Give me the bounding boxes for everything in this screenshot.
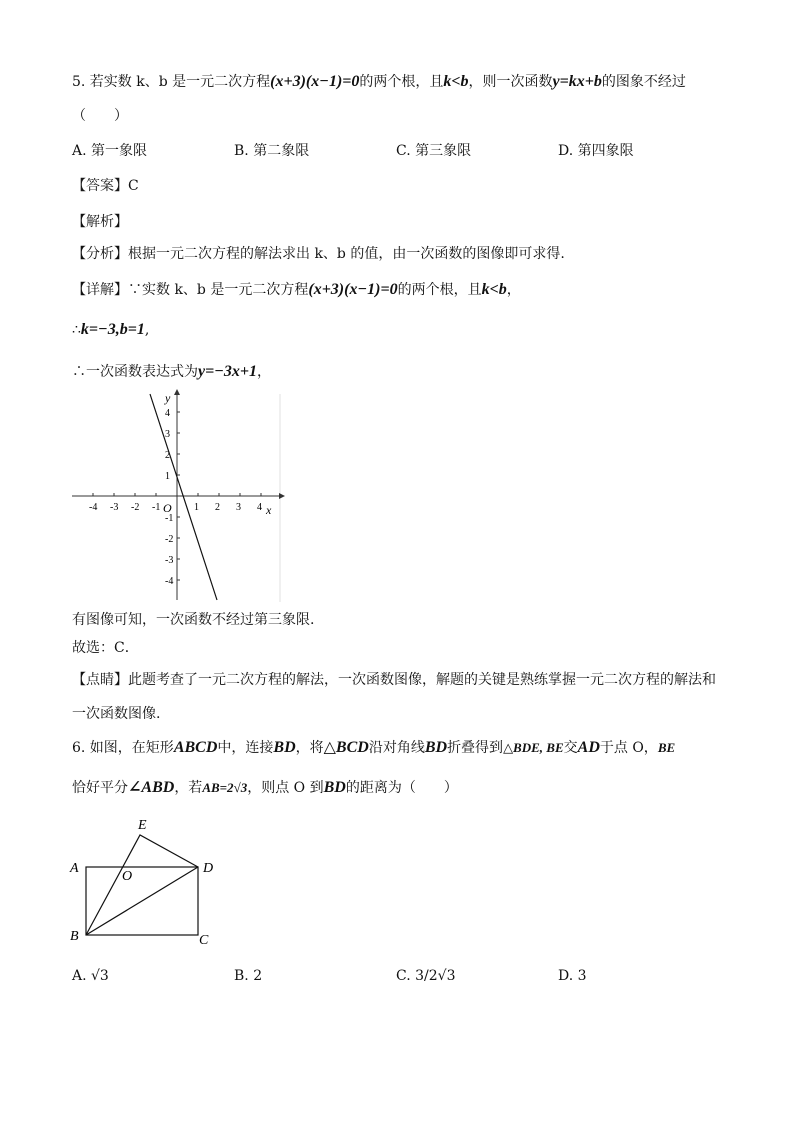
- q5-option-b: B. 第二象限: [234, 143, 310, 159]
- q6-text-e: 折叠得到: [447, 740, 504, 756]
- comma: ，: [257, 364, 272, 380]
- x-tick-label: -1: [152, 502, 161, 513]
- q6-option-a: A. √3: [72, 968, 109, 984]
- triangle-bcd: △BCD: [323, 739, 369, 756]
- x-tick-label: -2: [131, 502, 140, 513]
- segment-ad: AD: [577, 739, 600, 756]
- q5-stem-line1: [72, 72, 686, 92]
- x-tick-label: -4: [89, 502, 98, 513]
- xiangjie-equation: (x+3)(x−1)=0: [308, 281, 398, 298]
- xiangjie-condition: k<b: [481, 281, 507, 298]
- folded-triangle-bde: [86, 835, 198, 935]
- q6-text-j: ，则点 O 到: [247, 780, 324, 796]
- q6-option-c: C. 3/2√3: [396, 968, 456, 984]
- dianjing-tag: 【点睛】: [72, 672, 128, 688]
- label-d: D: [203, 861, 214, 876]
- q5-answer-line: [72, 176, 139, 196]
- q5-equation: (x+3)(x−1)=0: [270, 73, 360, 90]
- q5-option-a: A. 第一象限: [72, 143, 148, 159]
- q6-text-i: ，若: [174, 780, 203, 796]
- y-tick-label: 4: [165, 408, 170, 419]
- x-axis-label: x: [266, 503, 272, 517]
- solution-values-line: [72, 320, 149, 340]
- q5-stem-text-b: 的两个根，且: [359, 74, 444, 90]
- q5-option-c: C. 第三象限: [396, 143, 472, 159]
- x-tick-label: 3: [236, 502, 241, 513]
- dianjing-line: [72, 670, 716, 690]
- xiangjie-text: ∵实数 k、b 是一元二次方程: [128, 282, 309, 298]
- q6-option-d: D. 3: [558, 968, 587, 984]
- y-tick-label: -3: [165, 555, 174, 566]
- xiangjie-text-b: 的两个根，且: [397, 282, 482, 298]
- segment-bd: BD: [424, 739, 448, 756]
- x-tick-label: 1: [194, 502, 199, 513]
- y-axis-label: y: [165, 391, 171, 405]
- q5-condition: k<b: [443, 73, 469, 90]
- rectangle-fold-figure: [66, 810, 236, 950]
- x-tick-label: -3: [110, 502, 119, 513]
- x-tick-label: 2: [215, 502, 220, 513]
- q6-text-h: 恰好平分: [72, 780, 128, 796]
- dianjing-line-2: 一次函数图像.: [72, 706, 161, 722]
- y-tick-label: 2: [165, 450, 170, 461]
- q6-stem-line1: [72, 738, 675, 758]
- function-expression: y=−3x+1: [198, 363, 258, 380]
- conclusion-line: 有图像可知，一次函数不经过第三象限.: [72, 612, 315, 628]
- q5-paren: （ ）: [72, 108, 128, 124]
- q5-stem-text: 5. 若实数 k、b 是一元二次方程: [72, 74, 271, 90]
- angle-abd: ∠ABD: [128, 779, 175, 796]
- q6-text: 6. 如图，在矩形: [72, 740, 174, 756]
- xiangjie-tag: 【详解】: [72, 282, 128, 298]
- q6-text-k: 的距离为（ ）: [345, 780, 458, 796]
- label-a: A: [70, 861, 79, 876]
- q6-stem-line2: [72, 778, 458, 798]
- segment-be: BE: [657, 740, 676, 755]
- triangle-bde: △BDE, BE: [503, 740, 564, 755]
- q5-option-d: D. 第四象限: [558, 143, 634, 159]
- y-tick-label: 1: [165, 471, 170, 482]
- y-tick-label: -4: [165, 576, 174, 587]
- xiangjie-line: [72, 280, 521, 300]
- fenxi-tag: 【分析】: [72, 246, 128, 262]
- label-b: B: [70, 929, 79, 944]
- function-expression-line: [72, 362, 271, 382]
- origin-label: O: [163, 501, 172, 515]
- q5-stem-text-c: ，则一次函数: [468, 74, 553, 90]
- function-expression-text: ∴一次函数表达式为: [72, 364, 198, 380]
- label-o: O: [122, 869, 133, 884]
- rect-name: ABCD: [173, 739, 218, 756]
- fenxi-text: 根据一元二次方程的解法求出 k、b 的值，由一次函数的图像即可求得.: [128, 246, 565, 262]
- y-tick-label: -1: [165, 513, 174, 524]
- segment-bd: BD: [323, 779, 346, 796]
- label-c: C: [199, 933, 209, 948]
- segment-bd: BD: [273, 739, 296, 756]
- therefore-symbol: ∴: [72, 322, 81, 338]
- comma: ,: [144, 322, 150, 338]
- choose-line: 故选：C．: [72, 640, 139, 656]
- x-tick-label: 4: [257, 502, 262, 513]
- kb-values: k=−3,b=1: [80, 321, 145, 338]
- q6-text-g: 于点 O，: [599, 740, 658, 756]
- xiangjie-text-c: ，: [506, 282, 521, 298]
- fenxi-line: [72, 244, 565, 264]
- answer-value: C: [128, 178, 139, 194]
- q6-text-d: 沿对角线: [368, 740, 425, 756]
- ab-length: AB=2√3: [202, 780, 248, 795]
- diagonal-bd: [86, 867, 198, 935]
- q6-text-b: 中，连接: [217, 740, 274, 756]
- y-tick-label: 3: [165, 429, 170, 440]
- q6-text-f: 交: [563, 740, 578, 756]
- q5-stem-text-d: 的图象不经过: [601, 74, 686, 90]
- analysis-heading: 【解析】: [72, 214, 128, 230]
- label-e: E: [138, 818, 147, 833]
- q6-text-c: ，将: [295, 740, 324, 756]
- linear-function-graph: [66, 388, 286, 604]
- q5-function: y=kx+b: [552, 73, 602, 90]
- dianjing-text: 此题考查了一元二次方程的解法，一次函数图像，解题的关键是熟练掌握一元二次方程的解法和: [128, 672, 716, 688]
- y-tick-label: -2: [165, 534, 174, 545]
- q6-option-b: B. 2: [234, 968, 263, 984]
- answer-tag: 【答案】: [72, 178, 128, 194]
